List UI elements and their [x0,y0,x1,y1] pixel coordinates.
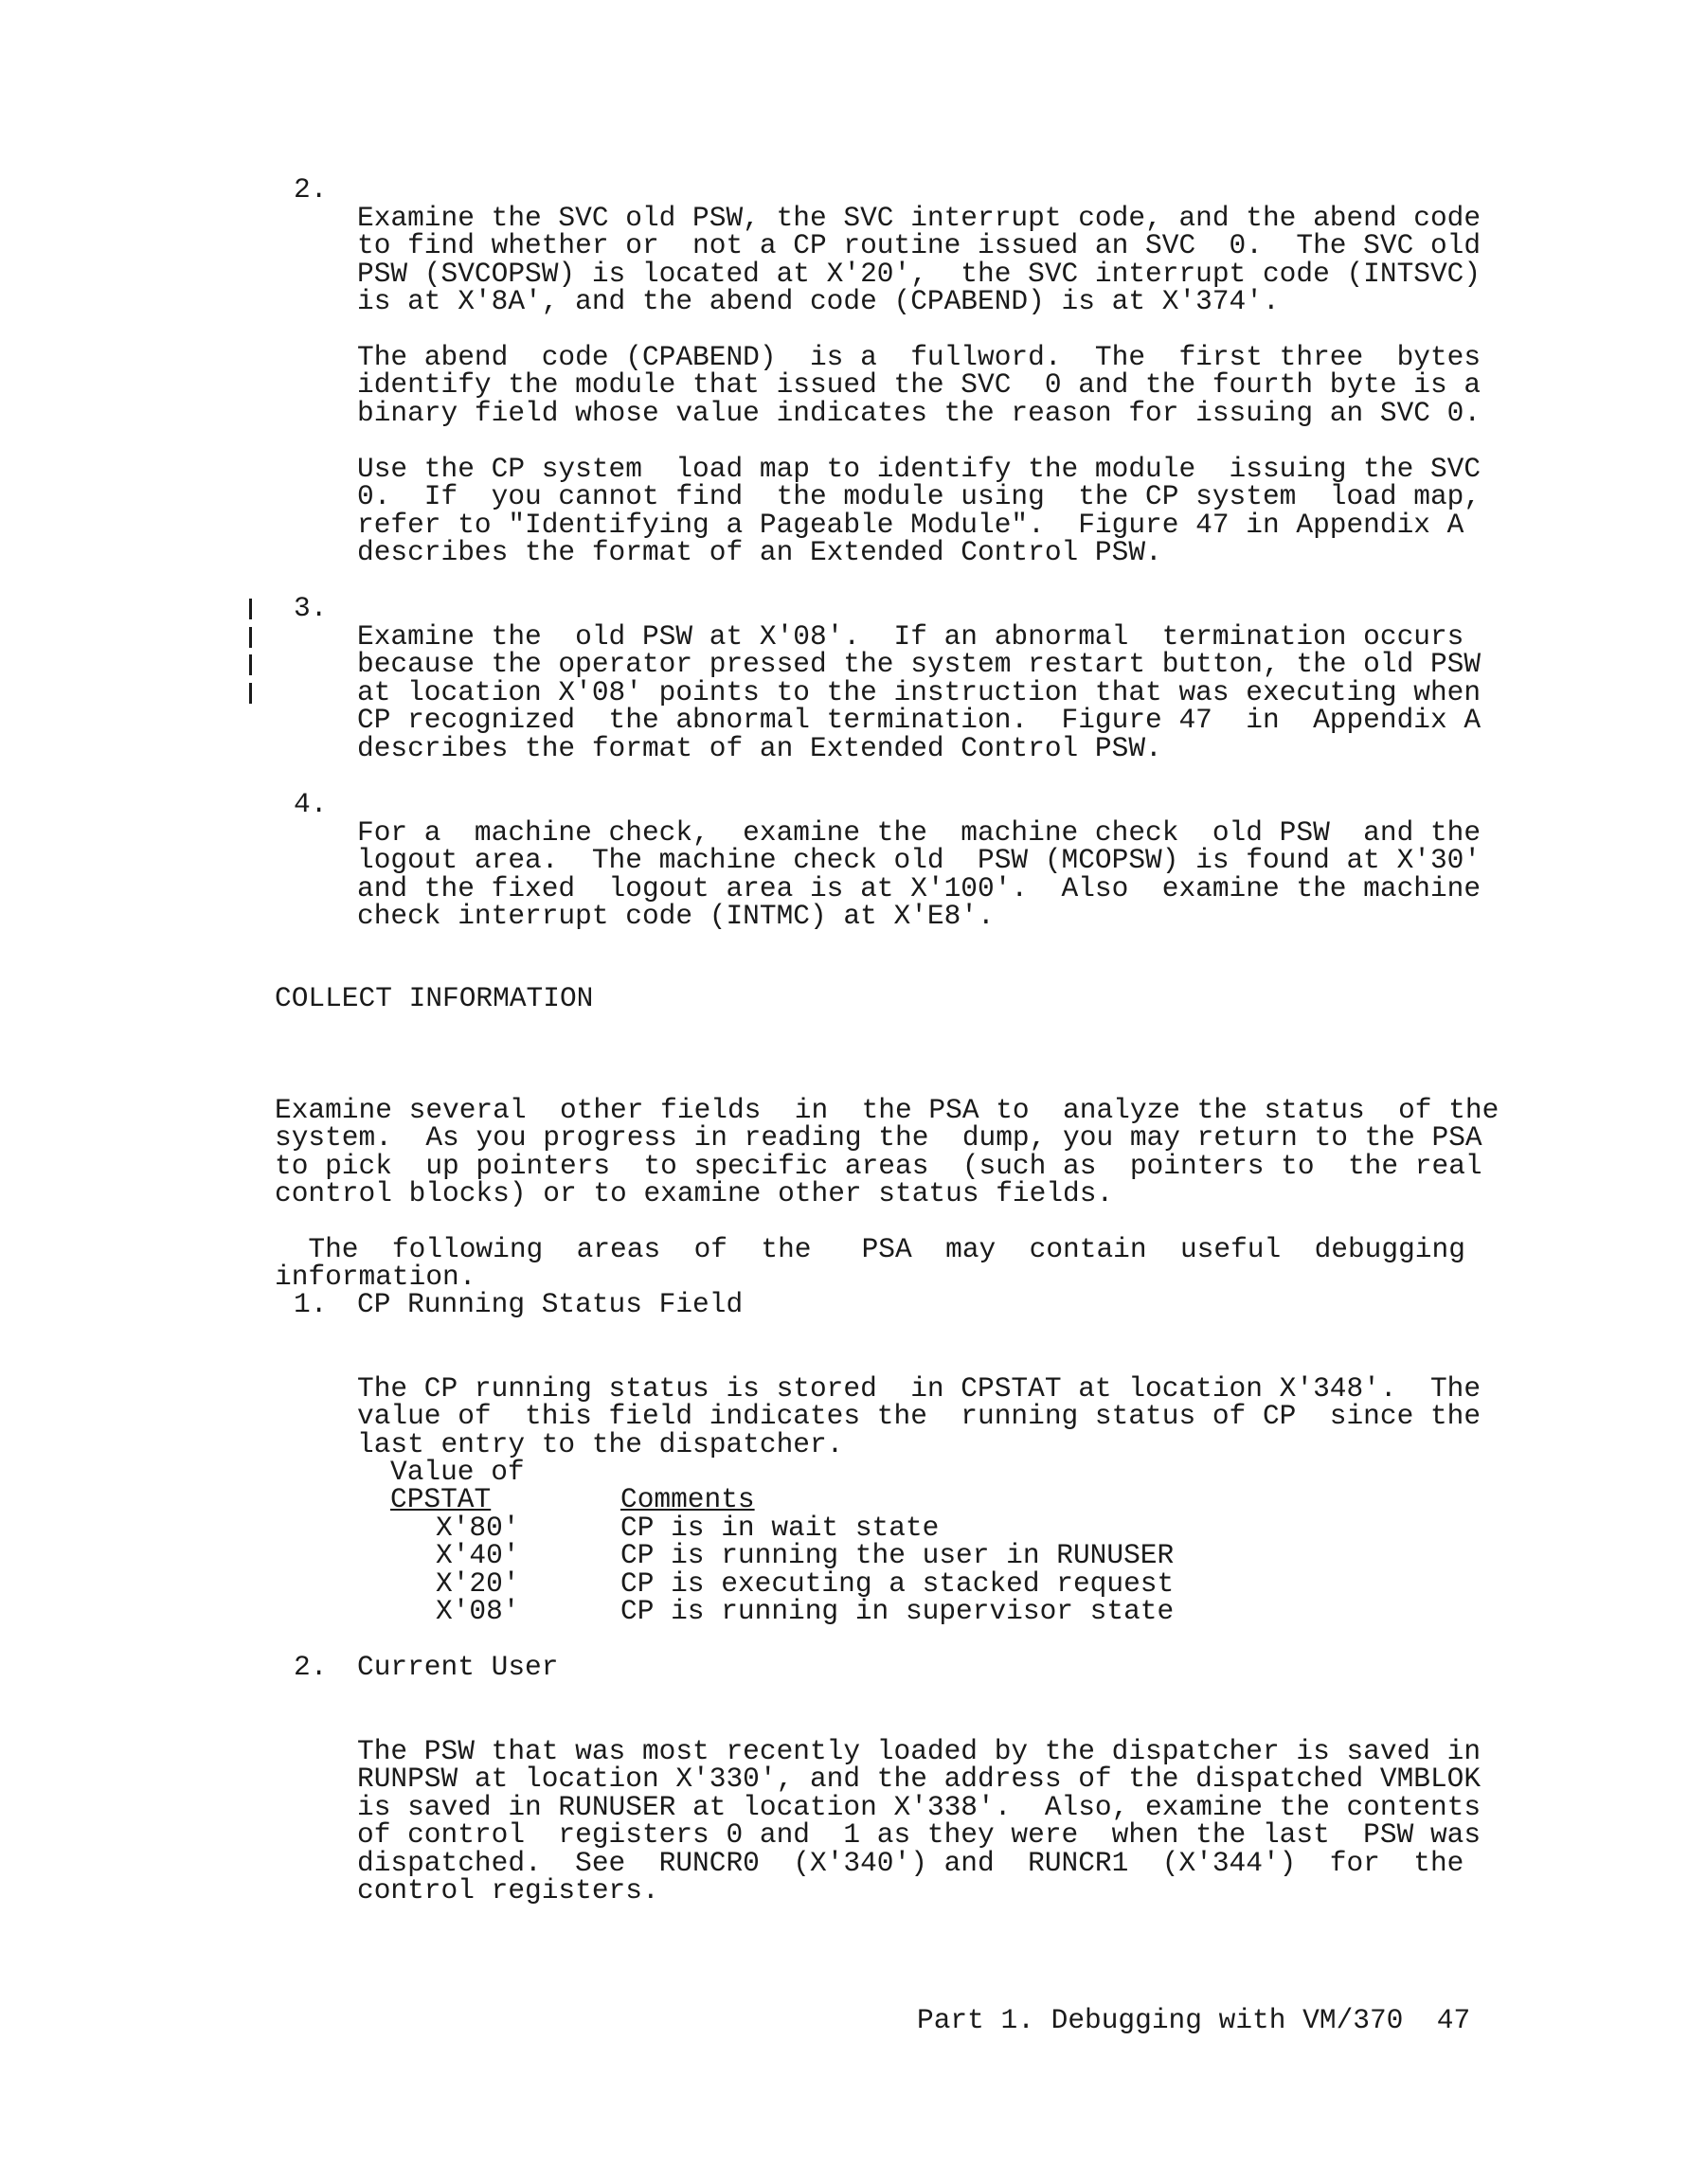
text-line: system. As you progress in reading the dump, you may return to the PSA [275,1121,1482,1154]
table-header-col1: CPSTAT [390,1483,492,1515]
list-number-2b: 2. [294,1651,328,1683]
text-line: refer to "Identifying a Pageable Module". Figure 47 in Appendix A [357,508,1464,541]
table-cell-value: X'80' [436,1512,520,1544]
text-line: Examine several other fields in the PSA to analyze the status of the [275,1093,1499,1126]
table-cell-comment: CP is in wait state [620,1512,940,1544]
text-line: of control registers 0 and 1 as they were when the last PSW was [357,1818,1481,1851]
text-line: to pick up pointers to specific areas (such as pointers to the real [275,1149,1482,1182]
text-line: is saved in RUNUSER at location X'338'. Also, examine the contents [357,1790,1481,1823]
text-line: information. [275,1261,476,1293]
sub1-paragraph [357,1347,1481,1487]
sub2-title: Current User [357,1651,559,1683]
item2-paragraph-3 [357,427,1481,595]
table-header-line1: Value of [390,1456,525,1488]
text-line: Examine the SVC old PSW, the SVC interrupt code, and the abend code [357,201,1481,234]
text-line: at location X'08' points to the instruction that was executing when [357,675,1481,708]
revision-bar [249,627,252,648]
list-number-4: 4. [294,788,328,820]
item4-paragraph [357,791,1481,958]
table-cell-value: X'40' [436,1539,520,1571]
table-cell-comment: CP is running in supervisor state [620,1595,1175,1627]
table-cell-comment: CP is running the user in RUNUSER [620,1539,1175,1571]
text-line: check interrupt code (INTMC) at X'E8'. [357,900,995,932]
list-number-3: 3. [294,592,328,624]
section-heading: COLLECT INFORMATION [275,982,594,1014]
text-line: PSW (SVCOPSW) is located at X'20', the SVC interrupt code (INTSVC) [357,257,1481,290]
text-line: CP recognized the abnormal termination. Figure 47 in Appendix A [357,704,1481,736]
text-line: The CP running status is stored in CPSTAT at location X'348'. The [357,1371,1481,1405]
text-line: binary field whose value indicates the reason for issuing an SVC 0. [357,396,1481,429]
revision-bar [249,683,252,704]
text-line: describes the format of an Extended Control PSW. [357,731,1162,764]
list-number-1: 1. [294,1288,328,1320]
table-cell-comment: CP is executing a stacked request [620,1567,1175,1600]
page-footer: Part 1. Debugging with VM/370 47 [917,2004,1471,2036]
text-line: control registers. [357,1874,659,1907]
revision-bar [249,599,252,619]
text-line: Use the CP system load map to identify the module issuing the SVC [357,452,1481,485]
table-cell-value: X'08' [436,1595,520,1627]
text-line: dispatched. See RUNCR0 (X'340') and RUNCR1 (X'344') for the [357,1846,1464,1879]
text-line: logout area. The machine check old PSW (MCOPSW) is found at X'30' [357,844,1481,876]
text-line: because the operator pressed the system restart button, the old PSW [357,648,1481,680]
text-line: For a machine check, examine the machine check old PSW and the [357,815,1481,849]
item3-paragraph [357,595,1481,791]
text-line: RUNPSW at location X'330', and the address of the dispatched VMBLOK [357,1763,1481,1795]
sub1-title: CP Running Status Field [357,1288,744,1320]
text-line: to find whether or not a CP routine issued an SVC 0. The SVC old [357,229,1481,261]
text-line: describes the format of an Extended Control PSW. [357,536,1162,568]
text-line: Examine the old PSW at X'08'. If an abnormal termination occurs [357,619,1464,653]
text-line: and the fixed logout area is at X'100'. Also examine the machine [357,871,1481,904]
list-number-2: 2. [294,173,328,206]
text-line: The PSW that was most recently loaded by the dispatcher is saved in [357,1734,1481,1767]
sub2-paragraph [357,1710,1481,1933]
table-header-col2: Comments [620,1483,755,1515]
text-line: The following areas of the PSA may contain useful debugging [275,1232,1465,1265]
text-line: identify the module that issued the SVC 0 and the fourth byte is a [357,368,1481,401]
text-line: last entry to the dispatcher. [357,1427,844,1460]
text-line: value of this field indicates the running status of CP since the [357,1400,1481,1432]
table-cell-value: X'20' [436,1567,520,1600]
text-line: The abend code (CPABEND) is a fullword. The first three bytes [357,340,1481,373]
text-line: 0. If you cannot find the module using the CP system load map, [357,480,1481,512]
revision-bar [249,654,252,675]
text-line: control blocks) or to examine other status fields. [275,1177,1114,1209]
text-line: is at X'8A', and the abend code (CPABEND) is at X'374'. [357,285,1280,317]
